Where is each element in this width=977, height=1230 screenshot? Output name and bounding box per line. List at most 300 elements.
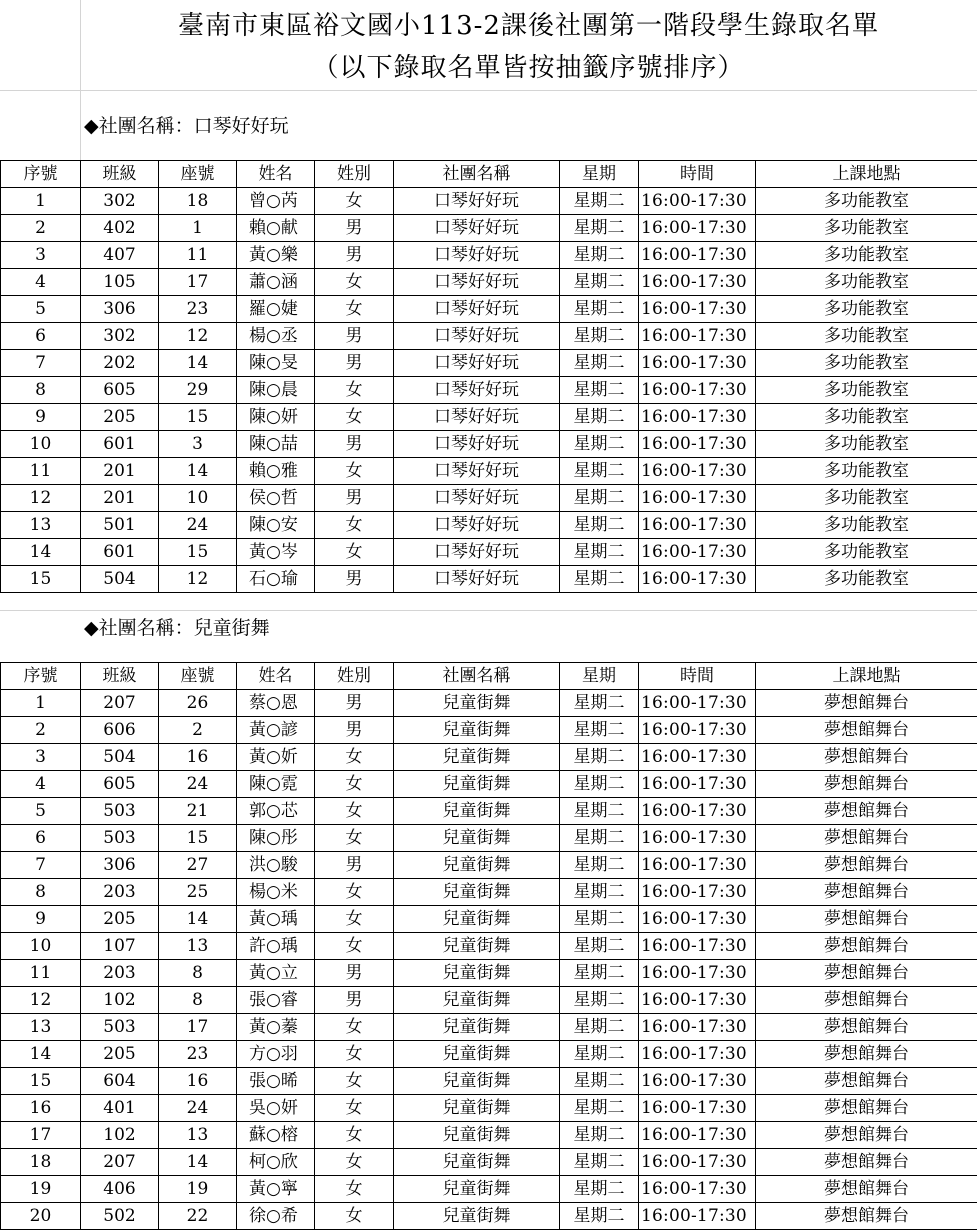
seat-cell: 23 xyxy=(159,1041,237,1068)
club-cell: 口琴好好玩 xyxy=(394,269,560,296)
weekday-cell: 星期二 xyxy=(560,512,639,539)
column-header: 上課地點 xyxy=(756,161,977,188)
gender-cell: 女 xyxy=(315,1149,394,1176)
location-cell: 夢想館舞台 xyxy=(756,1068,977,1095)
seq-cell: 1 xyxy=(1,690,81,717)
location-cell: 夢想館舞台 xyxy=(756,1095,977,1122)
gender-cell: 女 xyxy=(315,296,394,323)
column-header: 時間 xyxy=(639,161,756,188)
weekday-cell: 星期二 xyxy=(560,744,639,771)
club-cell: 口琴好好玩 xyxy=(394,215,560,242)
weekday-cell: 星期二 xyxy=(560,566,639,593)
class-cell: 601 xyxy=(81,431,159,458)
seat-cell: 1 xyxy=(159,215,237,242)
club-cell: 兒童街舞 xyxy=(394,690,560,717)
location-cell: 多功能教室 xyxy=(756,431,977,458)
table-row xyxy=(1,323,977,350)
table-row xyxy=(1,566,977,593)
table-row xyxy=(1,458,977,485)
time-cell: 16:00-17:30 xyxy=(639,269,756,296)
weekday-cell: 星期二 xyxy=(560,987,639,1014)
gender-cell: 女 xyxy=(315,539,394,566)
table-row xyxy=(1,1041,977,1068)
weekday-cell: 星期二 xyxy=(560,1122,639,1149)
club-cell: 口琴好好玩 xyxy=(394,188,560,215)
club-cell: 兒童街舞 xyxy=(394,933,560,960)
column-header: 姓名 xyxy=(237,663,315,690)
table-row xyxy=(1,690,977,717)
seq-cell: 10 xyxy=(1,933,81,960)
name-cell: 楊○丞 xyxy=(237,323,315,350)
name-cell: 曾○芮 xyxy=(237,188,315,215)
location-cell: 多功能教室 xyxy=(756,242,977,269)
name-cell: 黃○蓁 xyxy=(237,1014,315,1041)
header-row xyxy=(1,663,977,690)
table-row xyxy=(1,933,977,960)
seat-cell: 2 xyxy=(159,717,237,744)
seq-cell: 7 xyxy=(1,852,81,879)
name-cell: 方○羽 xyxy=(237,1041,315,1068)
name-cell: 黃○瑀 xyxy=(237,906,315,933)
seat-cell: 15 xyxy=(159,539,237,566)
weekday-cell: 星期二 xyxy=(560,852,639,879)
time-cell: 16:00-17:30 xyxy=(639,1068,756,1095)
club-cell: 兒童街舞 xyxy=(394,717,560,744)
seq-cell: 7 xyxy=(1,350,81,377)
club-cell: 兒童街舞 xyxy=(394,825,560,852)
club-cell: 口琴好好玩 xyxy=(394,350,560,377)
location-cell: 夢想館舞台 xyxy=(756,1203,977,1230)
location-cell: 夢想館舞台 xyxy=(756,825,977,852)
time-cell: 16:00-17:30 xyxy=(639,825,756,852)
seq-cell: 4 xyxy=(1,771,81,798)
gender-cell: 女 xyxy=(315,933,394,960)
name-cell: 洪○駿 xyxy=(237,852,315,879)
club-cell: 口琴好好玩 xyxy=(394,539,560,566)
name-cell: 楊○米 xyxy=(237,879,315,906)
seq-cell: 4 xyxy=(1,269,81,296)
weekday-cell: 星期二 xyxy=(560,485,639,512)
time-cell: 16:00-17:30 xyxy=(639,1095,756,1122)
class-cell: 302 xyxy=(81,323,159,350)
name-cell: 石○瑜 xyxy=(237,566,315,593)
header-row xyxy=(1,161,977,188)
name-cell: 黃○立 xyxy=(237,960,315,987)
class-cell: 102 xyxy=(81,987,159,1014)
name-cell: 黃○妡 xyxy=(237,744,315,771)
seq-cell: 9 xyxy=(1,906,81,933)
seq-cell: 13 xyxy=(1,512,81,539)
gender-cell: 女 xyxy=(315,1122,394,1149)
time-cell: 16:00-17:30 xyxy=(639,215,756,242)
column-header: 時間 xyxy=(639,663,756,690)
location-cell: 夢想館舞台 xyxy=(756,987,977,1014)
gender-cell: 男 xyxy=(315,323,394,350)
time-cell: 16:00-17:30 xyxy=(639,717,756,744)
location-cell: 夢想館舞台 xyxy=(756,1176,977,1203)
seat-cell: 13 xyxy=(159,1122,237,1149)
gender-cell: 女 xyxy=(315,825,394,852)
document-subtitle: （以下錄取名單皆按抽籤序號排序） xyxy=(80,52,977,84)
gender-cell: 女 xyxy=(315,1095,394,1122)
gender-cell: 女 xyxy=(315,1176,394,1203)
name-cell: 吳○妍 xyxy=(237,1095,315,1122)
column-header: 班級 xyxy=(81,663,159,690)
gender-cell: 男 xyxy=(315,242,394,269)
club-cell: 兒童街舞 xyxy=(394,1176,560,1203)
gender-cell: 女 xyxy=(315,798,394,825)
gender-cell: 女 xyxy=(315,377,394,404)
location-cell: 多功能教室 xyxy=(756,539,977,566)
table-row xyxy=(1,1149,977,1176)
table-row xyxy=(1,1068,977,1095)
table-row xyxy=(1,1203,977,1230)
weekday-cell: 星期二 xyxy=(560,717,639,744)
location-cell: 多功能教室 xyxy=(756,188,977,215)
seat-cell: 16 xyxy=(159,744,237,771)
club-cell: 兒童街舞 xyxy=(394,1014,560,1041)
club-cell: 兒童街舞 xyxy=(394,987,560,1014)
seat-cell: 13 xyxy=(159,933,237,960)
weekday-cell: 星期二 xyxy=(560,215,639,242)
seat-cell: 29 xyxy=(159,377,237,404)
club-cell: 口琴好好玩 xyxy=(394,242,560,269)
table-row xyxy=(1,431,977,458)
table-row xyxy=(1,771,977,798)
gender-cell: 女 xyxy=(315,404,394,431)
table-row xyxy=(1,215,977,242)
gender-cell: 男 xyxy=(315,431,394,458)
class-cell: 601 xyxy=(81,539,159,566)
gender-cell: 女 xyxy=(315,1041,394,1068)
section-label-harmonica: ◆社團名稱：口琴好好玩 xyxy=(84,113,289,139)
weekday-cell: 星期二 xyxy=(560,323,639,350)
weekday-cell: 星期二 xyxy=(560,825,639,852)
gender-cell: 女 xyxy=(315,744,394,771)
class-cell: 606 xyxy=(81,717,159,744)
time-cell: 16:00-17:30 xyxy=(639,852,756,879)
seq-cell: 15 xyxy=(1,1068,81,1095)
seat-cell: 16 xyxy=(159,1068,237,1095)
weekday-cell: 星期二 xyxy=(560,690,639,717)
seat-cell: 22 xyxy=(159,1203,237,1230)
time-cell: 16:00-17:30 xyxy=(639,1014,756,1041)
seq-cell: 12 xyxy=(1,485,81,512)
name-cell: 賴○献 xyxy=(237,215,315,242)
seq-cell: 8 xyxy=(1,377,81,404)
class-cell: 207 xyxy=(81,690,159,717)
location-cell: 多功能教室 xyxy=(756,458,977,485)
time-cell: 16:00-17:30 xyxy=(639,798,756,825)
seat-cell: 19 xyxy=(159,1176,237,1203)
club-cell: 口琴好好玩 xyxy=(394,323,560,350)
seat-cell: 27 xyxy=(159,852,237,879)
class-cell: 504 xyxy=(81,744,159,771)
weekday-cell: 星期二 xyxy=(560,242,639,269)
location-cell: 夢想館舞台 xyxy=(756,906,977,933)
section-label-street-dance: ◆社團名稱：兒童街舞 xyxy=(84,615,270,641)
time-cell: 16:00-17:30 xyxy=(639,566,756,593)
time-cell: 16:00-17:30 xyxy=(639,771,756,798)
club-cell: 口琴好好玩 xyxy=(394,431,560,458)
harmonica-table xyxy=(0,160,977,593)
table-row xyxy=(1,350,977,377)
column-header: 序號 xyxy=(1,663,81,690)
class-cell: 306 xyxy=(81,296,159,323)
club-cell: 口琴好好玩 xyxy=(394,377,560,404)
seat-cell: 15 xyxy=(159,404,237,431)
class-cell: 203 xyxy=(81,879,159,906)
time-cell: 16:00-17:30 xyxy=(639,1149,756,1176)
club-cell: 兒童街舞 xyxy=(394,1149,560,1176)
class-cell: 503 xyxy=(81,798,159,825)
time-cell: 16:00-17:30 xyxy=(639,879,756,906)
table-row xyxy=(1,512,977,539)
table-row xyxy=(1,744,977,771)
location-cell: 夢想館舞台 xyxy=(756,1149,977,1176)
class-cell: 102 xyxy=(81,1122,159,1149)
location-cell: 多功能教室 xyxy=(756,323,977,350)
class-cell: 501 xyxy=(81,512,159,539)
gender-cell: 男 xyxy=(315,350,394,377)
class-cell: 201 xyxy=(81,458,159,485)
club-cell: 兒童街舞 xyxy=(394,906,560,933)
name-cell: 徐○希 xyxy=(237,1203,315,1230)
column-header: 序號 xyxy=(1,161,81,188)
name-cell: 黃○岑 xyxy=(237,539,315,566)
grid-line xyxy=(0,90,977,91)
gender-cell: 男 xyxy=(315,485,394,512)
location-cell: 夢想館舞台 xyxy=(756,960,977,987)
time-cell: 16:00-17:30 xyxy=(639,431,756,458)
club-cell: 口琴好好玩 xyxy=(394,485,560,512)
club-cell: 兒童街舞 xyxy=(394,879,560,906)
name-cell: 陳○霓 xyxy=(237,771,315,798)
time-cell: 16:00-17:30 xyxy=(639,404,756,431)
name-cell: 蘇○榕 xyxy=(237,1122,315,1149)
street-dance-table xyxy=(0,662,977,1230)
time-cell: 16:00-17:30 xyxy=(639,933,756,960)
seq-cell: 9 xyxy=(1,404,81,431)
time-cell: 16:00-17:30 xyxy=(639,188,756,215)
gender-cell: 女 xyxy=(315,771,394,798)
time-cell: 16:00-17:30 xyxy=(639,512,756,539)
column-header: 姓別 xyxy=(315,161,394,188)
location-cell: 多功能教室 xyxy=(756,566,977,593)
weekday-cell: 星期二 xyxy=(560,539,639,566)
gender-cell: 男 xyxy=(315,566,394,593)
name-cell: 黃○寧 xyxy=(237,1176,315,1203)
seat-cell: 11 xyxy=(159,242,237,269)
column-header: 社團名稱 xyxy=(394,161,560,188)
column-header: 星期 xyxy=(560,161,639,188)
weekday-cell: 星期二 xyxy=(560,906,639,933)
class-cell: 107 xyxy=(81,933,159,960)
time-cell: 16:00-17:30 xyxy=(639,296,756,323)
club-cell: 兒童街舞 xyxy=(394,1095,560,1122)
seat-cell: 21 xyxy=(159,798,237,825)
weekday-cell: 星期二 xyxy=(560,960,639,987)
class-cell: 201 xyxy=(81,485,159,512)
name-cell: 郭○芯 xyxy=(237,798,315,825)
weekday-cell: 星期二 xyxy=(560,1014,639,1041)
weekday-cell: 星期二 xyxy=(560,1149,639,1176)
column-header: 座號 xyxy=(159,161,237,188)
table-row xyxy=(1,987,977,1014)
seat-cell: 25 xyxy=(159,879,237,906)
column-header: 星期 xyxy=(560,663,639,690)
class-cell: 605 xyxy=(81,771,159,798)
time-cell: 16:00-17:30 xyxy=(639,323,756,350)
weekday-cell: 星期二 xyxy=(560,1095,639,1122)
gender-cell: 女 xyxy=(315,512,394,539)
table-row xyxy=(1,296,977,323)
seat-cell: 23 xyxy=(159,296,237,323)
name-cell: 羅○婕 xyxy=(237,296,315,323)
class-cell: 503 xyxy=(81,1014,159,1041)
seq-cell: 14 xyxy=(1,539,81,566)
seat-cell: 24 xyxy=(159,1095,237,1122)
gender-cell: 男 xyxy=(315,852,394,879)
table-row xyxy=(1,906,977,933)
location-cell: 多功能教室 xyxy=(756,512,977,539)
club-cell: 口琴好好玩 xyxy=(394,566,560,593)
table-row xyxy=(1,188,977,215)
weekday-cell: 星期二 xyxy=(560,188,639,215)
name-cell: 賴○雅 xyxy=(237,458,315,485)
table-row xyxy=(1,404,977,431)
location-cell: 夢想館舞台 xyxy=(756,879,977,906)
time-cell: 16:00-17:30 xyxy=(639,906,756,933)
weekday-cell: 星期二 xyxy=(560,1203,639,1230)
table-row xyxy=(1,269,977,296)
class-cell: 205 xyxy=(81,1041,159,1068)
club-cell: 兒童街舞 xyxy=(394,1122,560,1149)
column-header: 上課地點 xyxy=(756,663,977,690)
seat-cell: 18 xyxy=(159,188,237,215)
location-cell: 多功能教室 xyxy=(756,377,977,404)
seat-cell: 10 xyxy=(159,485,237,512)
club-cell: 兒童街舞 xyxy=(394,744,560,771)
table-row xyxy=(1,798,977,825)
seq-cell: 2 xyxy=(1,717,81,744)
time-cell: 16:00-17:30 xyxy=(639,350,756,377)
class-cell: 302 xyxy=(81,188,159,215)
table-row xyxy=(1,717,977,744)
gender-cell: 女 xyxy=(315,458,394,485)
class-cell: 406 xyxy=(81,1176,159,1203)
table-row xyxy=(1,485,977,512)
seq-cell: 16 xyxy=(1,1095,81,1122)
club-cell: 兒童街舞 xyxy=(394,798,560,825)
table-row xyxy=(1,1176,977,1203)
table-row xyxy=(1,879,977,906)
weekday-cell: 星期二 xyxy=(560,879,639,906)
seat-cell: 3 xyxy=(159,431,237,458)
table-row xyxy=(1,960,977,987)
location-cell: 夢想館舞台 xyxy=(756,744,977,771)
table-row xyxy=(1,852,977,879)
column-header: 姓別 xyxy=(315,663,394,690)
seq-cell: 15 xyxy=(1,566,81,593)
location-cell: 夢想館舞台 xyxy=(756,852,977,879)
name-cell: 陳○喆 xyxy=(237,431,315,458)
time-cell: 16:00-17:30 xyxy=(639,1176,756,1203)
name-cell: 柯○欣 xyxy=(237,1149,315,1176)
gender-cell: 女 xyxy=(315,1203,394,1230)
time-cell: 16:00-17:30 xyxy=(639,377,756,404)
seq-cell: 13 xyxy=(1,1014,81,1041)
location-cell: 多功能教室 xyxy=(756,350,977,377)
time-cell: 16:00-17:30 xyxy=(639,1041,756,1068)
weekday-cell: 星期二 xyxy=(560,771,639,798)
weekday-cell: 星期二 xyxy=(560,377,639,404)
name-cell: 黃○樂 xyxy=(237,242,315,269)
class-cell: 105 xyxy=(81,269,159,296)
time-cell: 16:00-17:30 xyxy=(639,1203,756,1230)
seq-cell: 11 xyxy=(1,960,81,987)
seq-cell: 3 xyxy=(1,242,81,269)
name-cell: 蕭○涵 xyxy=(237,269,315,296)
name-cell: 張○睿 xyxy=(237,987,315,1014)
seq-cell: 6 xyxy=(1,825,81,852)
gender-cell: 男 xyxy=(315,717,394,744)
class-cell: 604 xyxy=(81,1068,159,1095)
seat-cell: 17 xyxy=(159,1014,237,1041)
seat-cell: 12 xyxy=(159,566,237,593)
class-cell: 205 xyxy=(81,906,159,933)
time-cell: 16:00-17:30 xyxy=(639,458,756,485)
class-cell: 306 xyxy=(81,852,159,879)
name-cell: 陳○彤 xyxy=(237,825,315,852)
class-cell: 202 xyxy=(81,350,159,377)
weekday-cell: 星期二 xyxy=(560,1176,639,1203)
time-cell: 16:00-17:30 xyxy=(639,485,756,512)
table-row xyxy=(1,825,977,852)
seat-cell: 8 xyxy=(159,987,237,1014)
weekday-cell: 星期二 xyxy=(560,798,639,825)
seq-cell: 18 xyxy=(1,1149,81,1176)
class-cell: 407 xyxy=(81,242,159,269)
gender-cell: 女 xyxy=(315,269,394,296)
club-cell: 口琴好好玩 xyxy=(394,458,560,485)
seq-cell: 10 xyxy=(1,431,81,458)
weekday-cell: 星期二 xyxy=(560,350,639,377)
seq-cell: 17 xyxy=(1,1122,81,1149)
weekday-cell: 星期二 xyxy=(560,1041,639,1068)
club-cell: 兒童街舞 xyxy=(394,1041,560,1068)
name-cell: 陳○晨 xyxy=(237,377,315,404)
location-cell: 多功能教室 xyxy=(756,485,977,512)
gender-cell: 男 xyxy=(315,960,394,987)
table-row xyxy=(1,1122,977,1149)
name-cell: 陳○旻 xyxy=(237,350,315,377)
location-cell: 夢想館舞台 xyxy=(756,717,977,744)
seat-cell: 14 xyxy=(159,1149,237,1176)
name-cell: 張○晞 xyxy=(237,1068,315,1095)
seq-cell: 2 xyxy=(1,215,81,242)
club-cell: 口琴好好玩 xyxy=(394,512,560,539)
time-cell: 16:00-17:30 xyxy=(639,744,756,771)
location-cell: 夢想館舞台 xyxy=(756,1014,977,1041)
club-cell: 兒童街舞 xyxy=(394,771,560,798)
class-cell: 502 xyxy=(81,1203,159,1230)
document-title: 臺南市東區裕文國小113-2課後社團第一階段學生錄取名單 xyxy=(80,10,977,42)
grid-line xyxy=(0,610,977,611)
table-row xyxy=(1,1095,977,1122)
table-row xyxy=(1,1014,977,1041)
weekday-cell: 星期二 xyxy=(560,933,639,960)
